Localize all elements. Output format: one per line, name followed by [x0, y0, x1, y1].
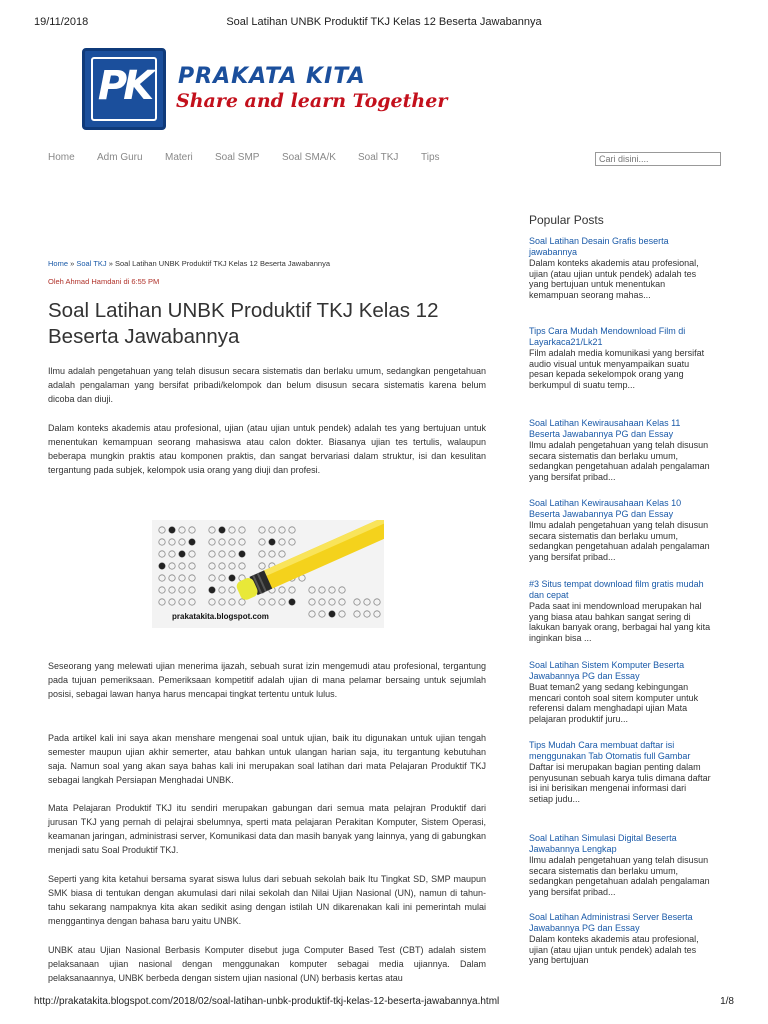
- popular-post-title[interactable]: Soal Latihan Simulasi Digital Beserta Jawabannya Lengkap: [529, 833, 677, 854]
- popular-post-title[interactable]: Tips Cara Mudah Mendownload Film di Layarkaca21/Lk21: [529, 326, 686, 347]
- article-paragraph: Seperti yang kita ketahui bersama syarat siswa lulus dari sebuah sekolah baik Itu Tingkat SD, SMP maupun SMK biasa di tentukan dengan akumulasi dari nilai sekolah dan Nilai Ujian Nasional (UN), namun di tahun-tahu sekarang nampaknya kita akan sedikit asing dengan istilah UN dikarenakan kali ini pemerintah mulai menggantinya dengan bahasa baru yaitu UNBK.: [48, 874, 486, 926]
- popular-post: [529, 833, 711, 897]
- breadcrumb-current: Soal Latihan UNBK Produktif TKJ Kelas 12 Beserta Jawabannya: [115, 259, 330, 268]
- popular-post: [529, 498, 711, 562]
- site-logo[interactable]: [82, 48, 448, 132]
- popular-post-snippet: Daftar isi merupakan bagian penting dalam penyusunan sebuah karya tulis dimana daftar isi ini berisikan mengenai informasi dari setiap judu...: [529, 762, 711, 804]
- print-page-number: 1/8: [720, 996, 734, 1007]
- popular-post: [529, 579, 711, 643]
- popular-post: [529, 912, 711, 966]
- popular-post: [529, 740, 711, 804]
- nav-item-materi[interactable]: Materi: [165, 152, 193, 163]
- nav-item-tips[interactable]: Tips: [421, 152, 440, 163]
- print-url: http://prakatakita.blogspot.com/2018/02/soal-latihan-unbk-produktif-tkj-kelas-12-beserta-jawabannya.html: [34, 996, 500, 1007]
- popular-post-snippet: Pada saat ini mendownload merupakan hal yang biasa atau bahkan sangat sering di lakukan banyak orang, berbagai hal yang kita inginkan bisa ...: [529, 601, 711, 643]
- article-image-answer-sheet-pencil: [152, 520, 384, 628]
- popular-post: [529, 418, 711, 482]
- breadcrumb-home[interactable]: Home: [48, 259, 69, 268]
- popular-post-snippet: Buat teman2 yang sedang kebingungan mencari contoh soal sitem komputer untuk referensi dalam menghadapi ujian Mata pelajaran produktif juru...: [529, 682, 699, 724]
- logo-letters: PK: [97, 63, 151, 109]
- popular-post-title[interactable]: Soal Latihan Desain Grafis beserta jawabannya: [529, 236, 669, 257]
- popular-post-title[interactable]: Soal Latihan Administrasi Server Beserta Jawabannya PG dan Essay: [529, 912, 693, 933]
- article-paragraph: UNBK atau Ujian Nasional Berbasis Komputer disebut juga Computer Based Test (CBT) adalah sistem pelaksanaan ujian nasional dengan menggunakan komputer sebagai media ujiannya. Dalam pelaksanaannya, UNBK berbeda dengan sistem ujian nasional (UN) berbasis kertas atau: [48, 945, 486, 983]
- article-paragraph: Mata Pelajaran Produktif TKJ itu sendiri merupakan gabungan dari semua mata pelajran Produktif dari jurusan TKJ yang pernah di pelajrai sbelumnya, sperti mata pelajaran Perakitan Komputer, Sistem Operasi, keamanan jaringan, administrasi server, Komunikasi data dan masih banyak yang lainnya, yang di gabungkan menjadi satu Soal Produktif TKJ.: [48, 803, 486, 855]
- breadcrumb-category[interactable]: Soal TKJ: [76, 259, 107, 268]
- breadcrumb-separator: »: [106, 259, 115, 268]
- nav-item-soal-smp[interactable]: Soal SMP: [215, 152, 260, 163]
- popular-post-title[interactable]: Tips Mudah Cara membuat daftar isi menggunakan Tab Otomatis full Gambar: [529, 740, 691, 761]
- nav-item-home[interactable]: Home: [48, 152, 75, 163]
- article-title: Soal Latihan UNBK Produktif TKJ Kelas 12 Beserta Jawabannya: [48, 299, 439, 348]
- popular-post-snippet: Ilmu adalah pengetahuan yang telah disusun secara sistematis dan berlaku umum, sedangkan pengetahuan adalah pengalaman yang bersifat pribad...: [529, 440, 710, 482]
- logo-site-name: PRAKATA KITA: [178, 64, 366, 89]
- print-date: 19/11/2018: [34, 16, 89, 28]
- print-header: [34, 16, 734, 30]
- popular-post-snippet: Dalam konteks akademis atau profesional, ujian (atau ujian untuk pendek) adalah tes yang bertujuan: [529, 934, 699, 965]
- search-input[interactable]: [595, 152, 721, 166]
- breadcrumb: [48, 259, 330, 268]
- logo-tagline: Share and learn Together: [176, 90, 448, 112]
- image-watermark: prakatakita.blogspot.com: [172, 612, 269, 621]
- popular-post: [529, 660, 711, 724]
- popular-post-title[interactable]: #3 Situs tempat download film gratis mudah dan cepat: [529, 579, 704, 600]
- popular-post-snippet: Dalam konteks akademis atau profesional, ujian (atau ujian untuk pendek) adalah tes yang bertujuan untuk menentukan kemampuan seorang mahas...: [529, 258, 699, 300]
- popular-post: [529, 326, 711, 390]
- popular-post-snippet: Ilmu adalah pengetahuan yang telah disusun secara sistematis dan berlaku umum, sedangkan pengetahuan adalah pengalaman yang bersifat pribad...: [529, 520, 710, 562]
- popular-posts-heading: Popular Posts: [529, 213, 604, 227]
- nav-item-soal-tkj[interactable]: Soal TKJ: [358, 152, 399, 163]
- post-byline: Oleh Ahmad Hamdani di 6:55 PM: [48, 277, 160, 286]
- print-footer: [34, 996, 734, 1010]
- article-paragraph: Seseorang yang melewati ujian menerima ijazah, sebuah surat izin mengemudi atau profesional, tergantung pada tujuan pemeriksaan. Pemeriksaan kompetitif adalah ujian di mana pelamar bersaing untuk sejumlah posisi, sebagai lawan hanya harus mencapai tingkat tertentu untuk lulus.: [48, 661, 486, 699]
- logo-mark: [82, 48, 166, 130]
- print-title: Soal Latihan UNBK Produktif TKJ Kelas 12 Beserta Jawabannya: [226, 16, 542, 28]
- popular-post-snippet: Film adalah media komunikasi yang bersifat audio visual untuk menyampaikan suatu pesan kepada sekelompok orang yang berkumpul di suatu temp...: [529, 348, 705, 390]
- popular-post-title[interactable]: Soal Latihan Sistem Komputer Beserta Jawabannya PG dan Essay: [529, 660, 685, 681]
- breadcrumb-separator: »: [68, 259, 77, 268]
- popular-post: [529, 236, 711, 300]
- popular-post-snippet: Ilmu adalah pengetahuan yang telah disusun secara sistematis dan berlaku umum, sedangkan pengetahuan adalah pengalaman yang bersifat pribad...: [529, 855, 710, 897]
- article-paragraph: Dalam konteks akademis atau profesional, ujian (atau ujian untuk pendek) adalah tes yang bertujuan untuk menentukan kemampuan seorang mahasiswa atau calon dokter. Biasanya ujian tes tertulis, walaupun beberapa mungkin praktis atau komponen praktis, dan sangat bervariasi dalam struktur, isi dan kesulitan tergantung pada subjek, kelompok usia orang yang diuji dan profesi.: [48, 423, 486, 475]
- article-paragraph: Pada artikel kali ini saya akan menshare mengenai soal untuk ujian, baik itu digunakan untuk ujian tengah semester maupun ujian akhir semerter, atau bahkan untuk ulangan harian saja, itu tergantung kebutuhan saja. Namun soal yang akan saya bahas kali ini merupakan soal latihan dari mata Pelajaran Produktif TKJ sebagai langkah Persiapan Menghadai UNBK.: [48, 733, 486, 785]
- popular-post-title[interactable]: Soal Latihan Kewirausahaan Kelas 10 Beserta Jawabannya PG dan Essay: [529, 498, 682, 519]
- article-paragraph: Ilmu adalah pengetahuan yang telah disusun secara sistematis dan berlaku umum, sedangkan pengetahuan adalah pengalaman yang bersifat pribadi/kelompok dan belum disusun secara sistematis karena belum dicoba dan diuji.: [48, 366, 486, 404]
- nav-item-soal-smak[interactable]: Soal SMA/K: [282, 152, 336, 163]
- popular-post-title[interactable]: Soal Latihan Kewirausahaan Kelas 11 Beserta Jawabannya PG dan Essay: [529, 418, 681, 439]
- nav-item-adm-guru[interactable]: Adm Guru: [97, 152, 143, 163]
